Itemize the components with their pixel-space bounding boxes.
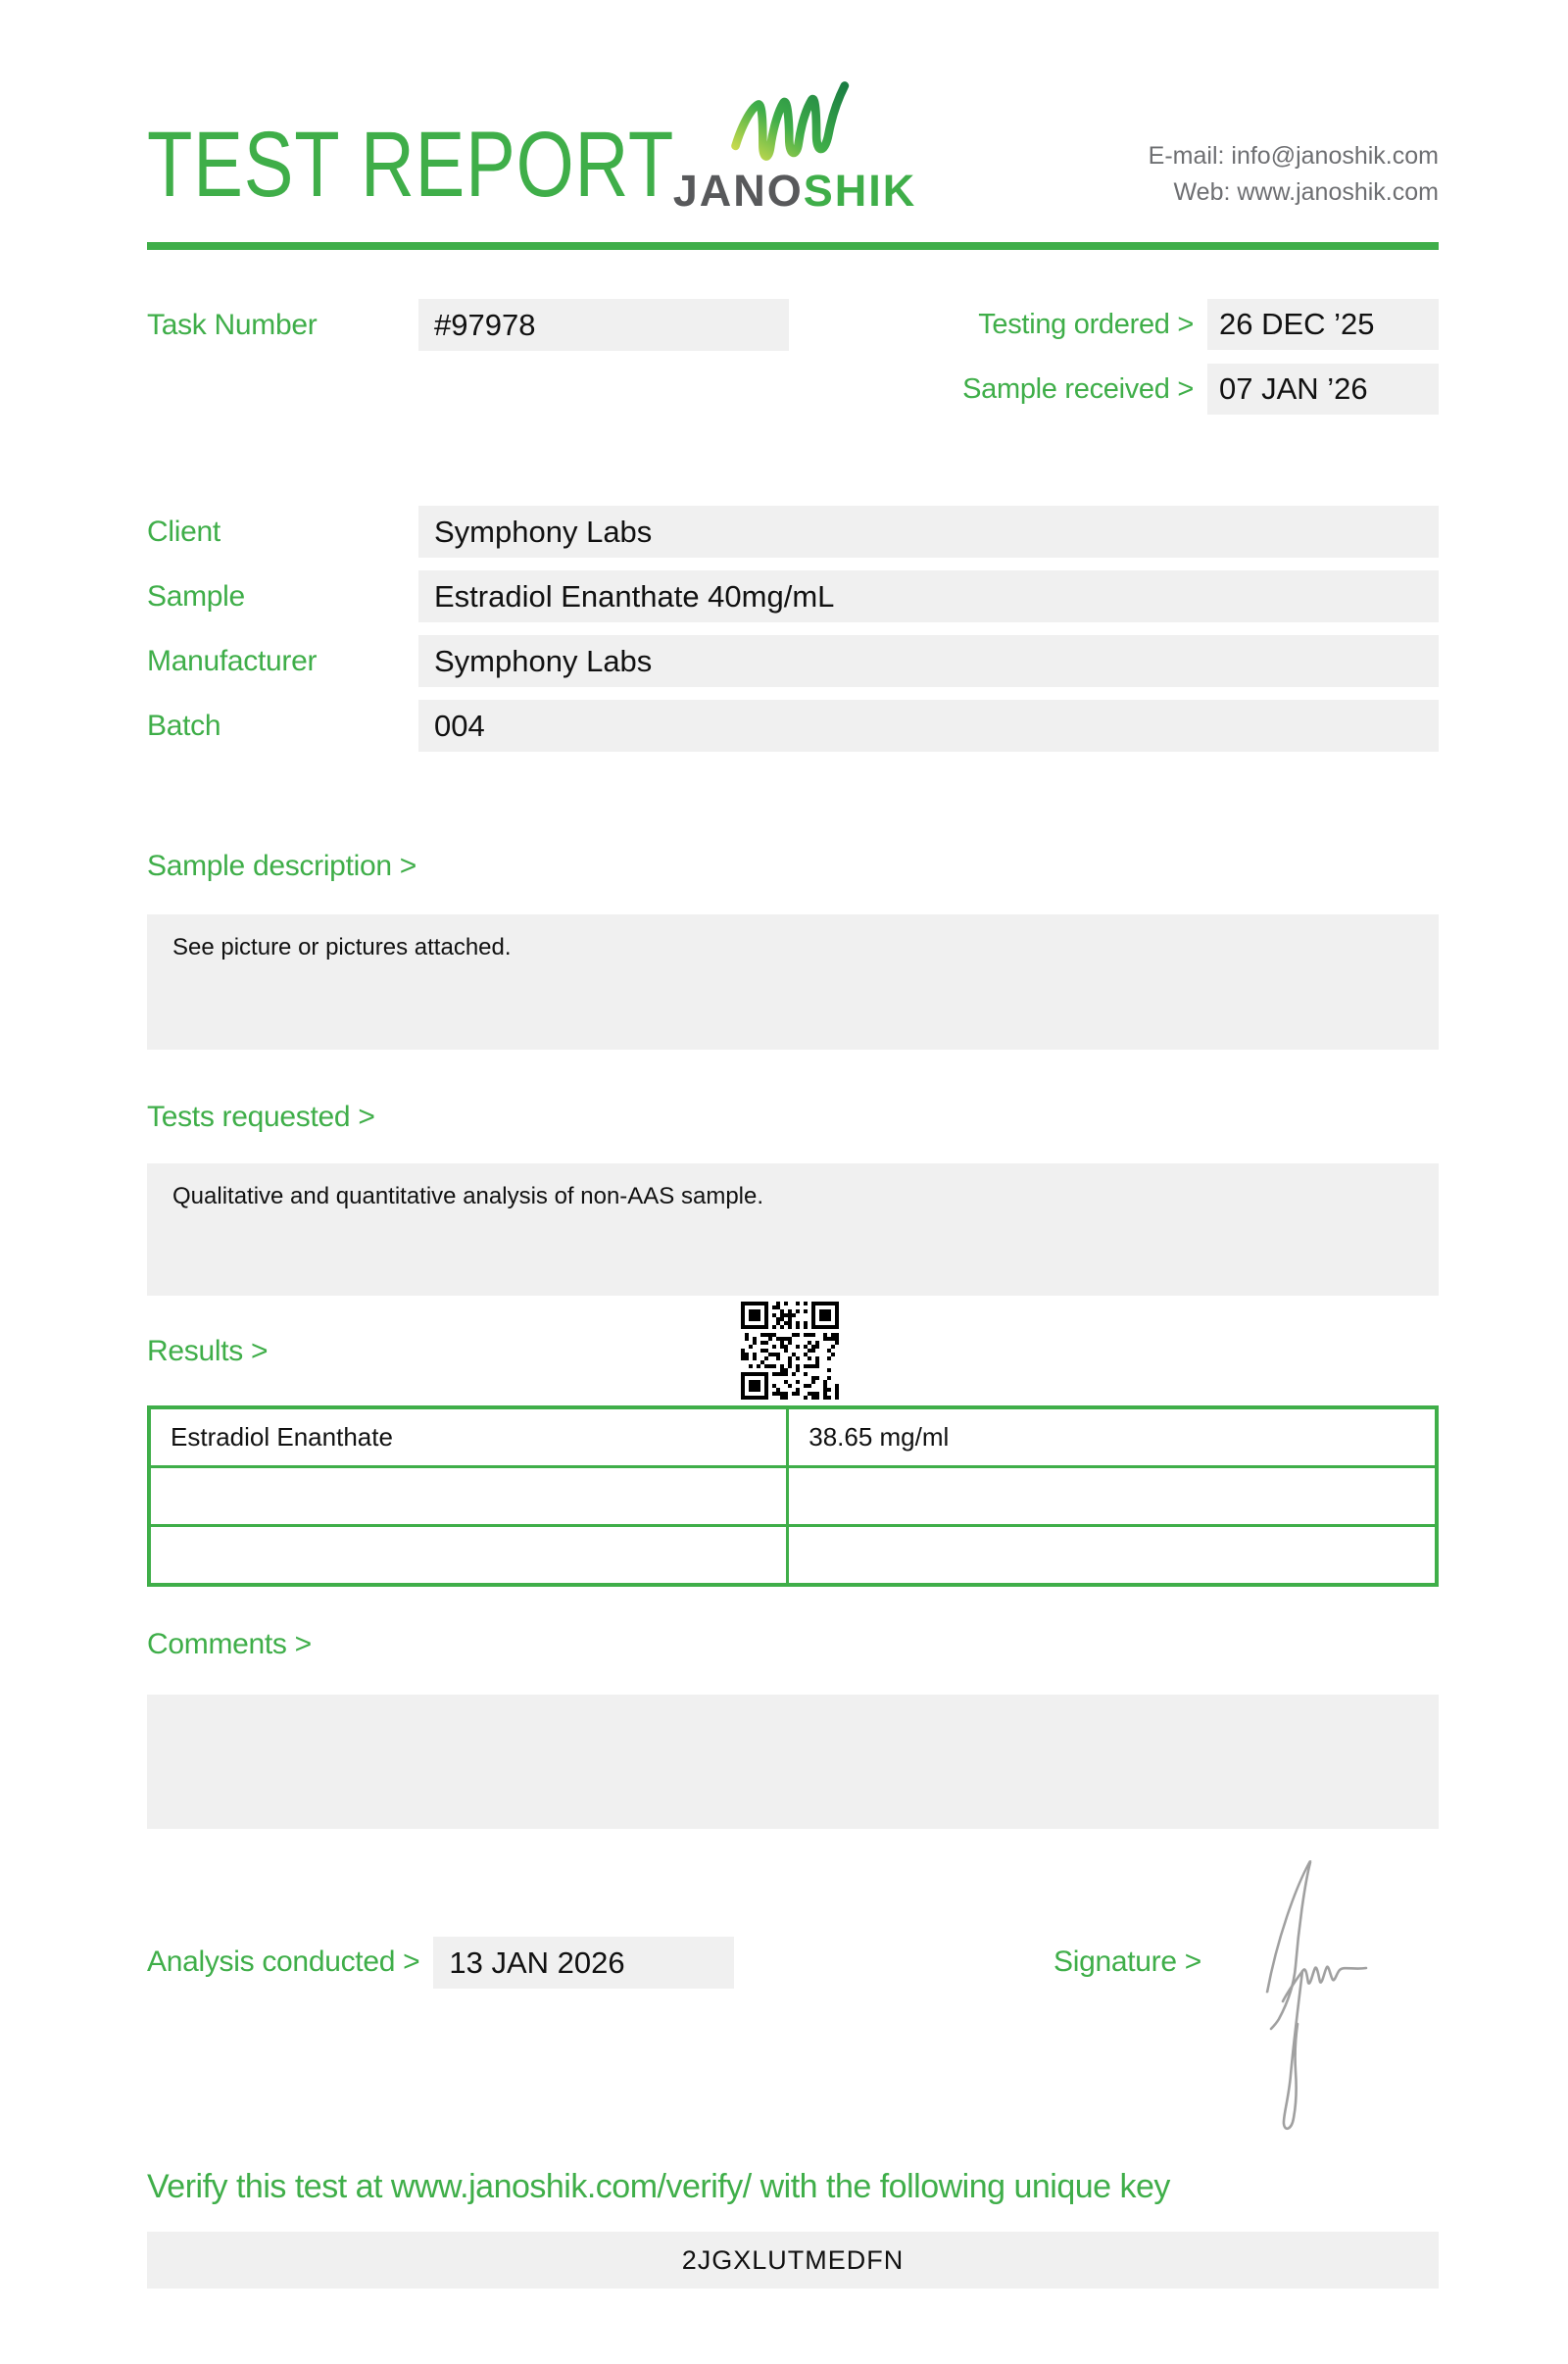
results-label: Results >	[147, 1335, 269, 1367]
sample-info-section	[147, 506, 1439, 752]
logo-text-gray: JANO	[672, 166, 804, 216]
table-row	[149, 1467, 1437, 1526]
result-substance-cell	[149, 1467, 788, 1526]
report-header	[147, 51, 1439, 217]
qr-code	[741, 1302, 839, 1400]
sample-received-row	[962, 364, 1439, 415]
logo-text-green: SHIK	[803, 166, 917, 216]
batch-label: Batch	[147, 709, 221, 742]
testing-ordered-value: 26 DEC ’25	[1207, 299, 1439, 350]
footer-row	[147, 1935, 1439, 1990]
sample-received-label: Sample received >	[962, 372, 1194, 405]
testing-ordered-row	[978, 299, 1439, 350]
header-divider	[147, 242, 1439, 250]
client-value: Symphony Labs	[418, 506, 1439, 558]
trending-chart-icon	[721, 73, 868, 167]
client-row	[147, 506, 1439, 558]
manufacturer-label: Manufacturer	[147, 644, 318, 677]
tests-requested-label: Tests requested >	[147, 1101, 375, 1133]
results-table	[147, 1405, 1439, 1587]
analysis-conducted-label: Analysis conducted >	[147, 1945, 420, 1978]
task-number-value: #97978	[418, 299, 789, 351]
task-number-label: Task Number	[147, 308, 318, 341]
result-substance-cell	[149, 1526, 788, 1586]
signature-scribble	[1252, 1832, 1488, 2155]
batch-value: 004	[418, 700, 1439, 752]
task-dates	[789, 299, 1439, 415]
sample-row	[147, 570, 1439, 622]
logo-wordmark	[672, 166, 917, 216]
signature-label: Signature >	[1054, 1945, 1201, 1978]
task-section	[147, 299, 1439, 415]
page-title: TEST REPORT	[147, 112, 675, 217]
table-row	[149, 1526, 1437, 1586]
unique-key-value: 2JGXLUTMEDFN	[147, 2232, 1439, 2289]
sample-description-label: Sample description >	[147, 850, 416, 882]
verify-instruction: Verify this test at www.janoshik.com/verify/ with the following unique key	[147, 2168, 1170, 2205]
sample-label: Sample	[147, 579, 245, 613]
result-substance-cell: Estradiol Enanthate	[149, 1407, 788, 1467]
sample-value: Estradiol Enanthate 40mg/mL	[418, 570, 1439, 622]
janoshik-logo	[672, 73, 917, 216]
table-row	[149, 1407, 1437, 1467]
results-header-row	[147, 1296, 1439, 1405]
analysis-date-value: 13 JAN 2026	[433, 1937, 734, 1989]
result-value-cell	[788, 1526, 1437, 1586]
manufacturer-value: Symphony Labs	[418, 635, 1439, 687]
tests-requested-box: Qualitative and quantitative analysis of non-AAS sample.	[147, 1163, 1439, 1296]
batch-row	[147, 700, 1439, 752]
manufacturer-row	[147, 635, 1439, 687]
contact-block	[908, 138, 1439, 213]
contact-email: E-mail: info@janoshik.com	[1148, 142, 1439, 170]
task-number-row	[147, 299, 789, 351]
comments-box	[147, 1695, 1439, 1829]
result-value-cell	[788, 1467, 1437, 1526]
comments-label: Comments >	[147, 1628, 312, 1660]
sample-received-value: 07 JAN ’26	[1207, 364, 1439, 415]
report-page	[0, 51, 1568, 2289]
client-label: Client	[147, 515, 220, 548]
testing-ordered-label: Testing ordered >	[978, 308, 1194, 340]
sample-description-box: See picture or pictures attached.	[147, 914, 1439, 1050]
contact-web: Web: www.janoshik.com	[1173, 178, 1439, 206]
result-value-cell: 38.65 mg/ml	[788, 1407, 1437, 1467]
